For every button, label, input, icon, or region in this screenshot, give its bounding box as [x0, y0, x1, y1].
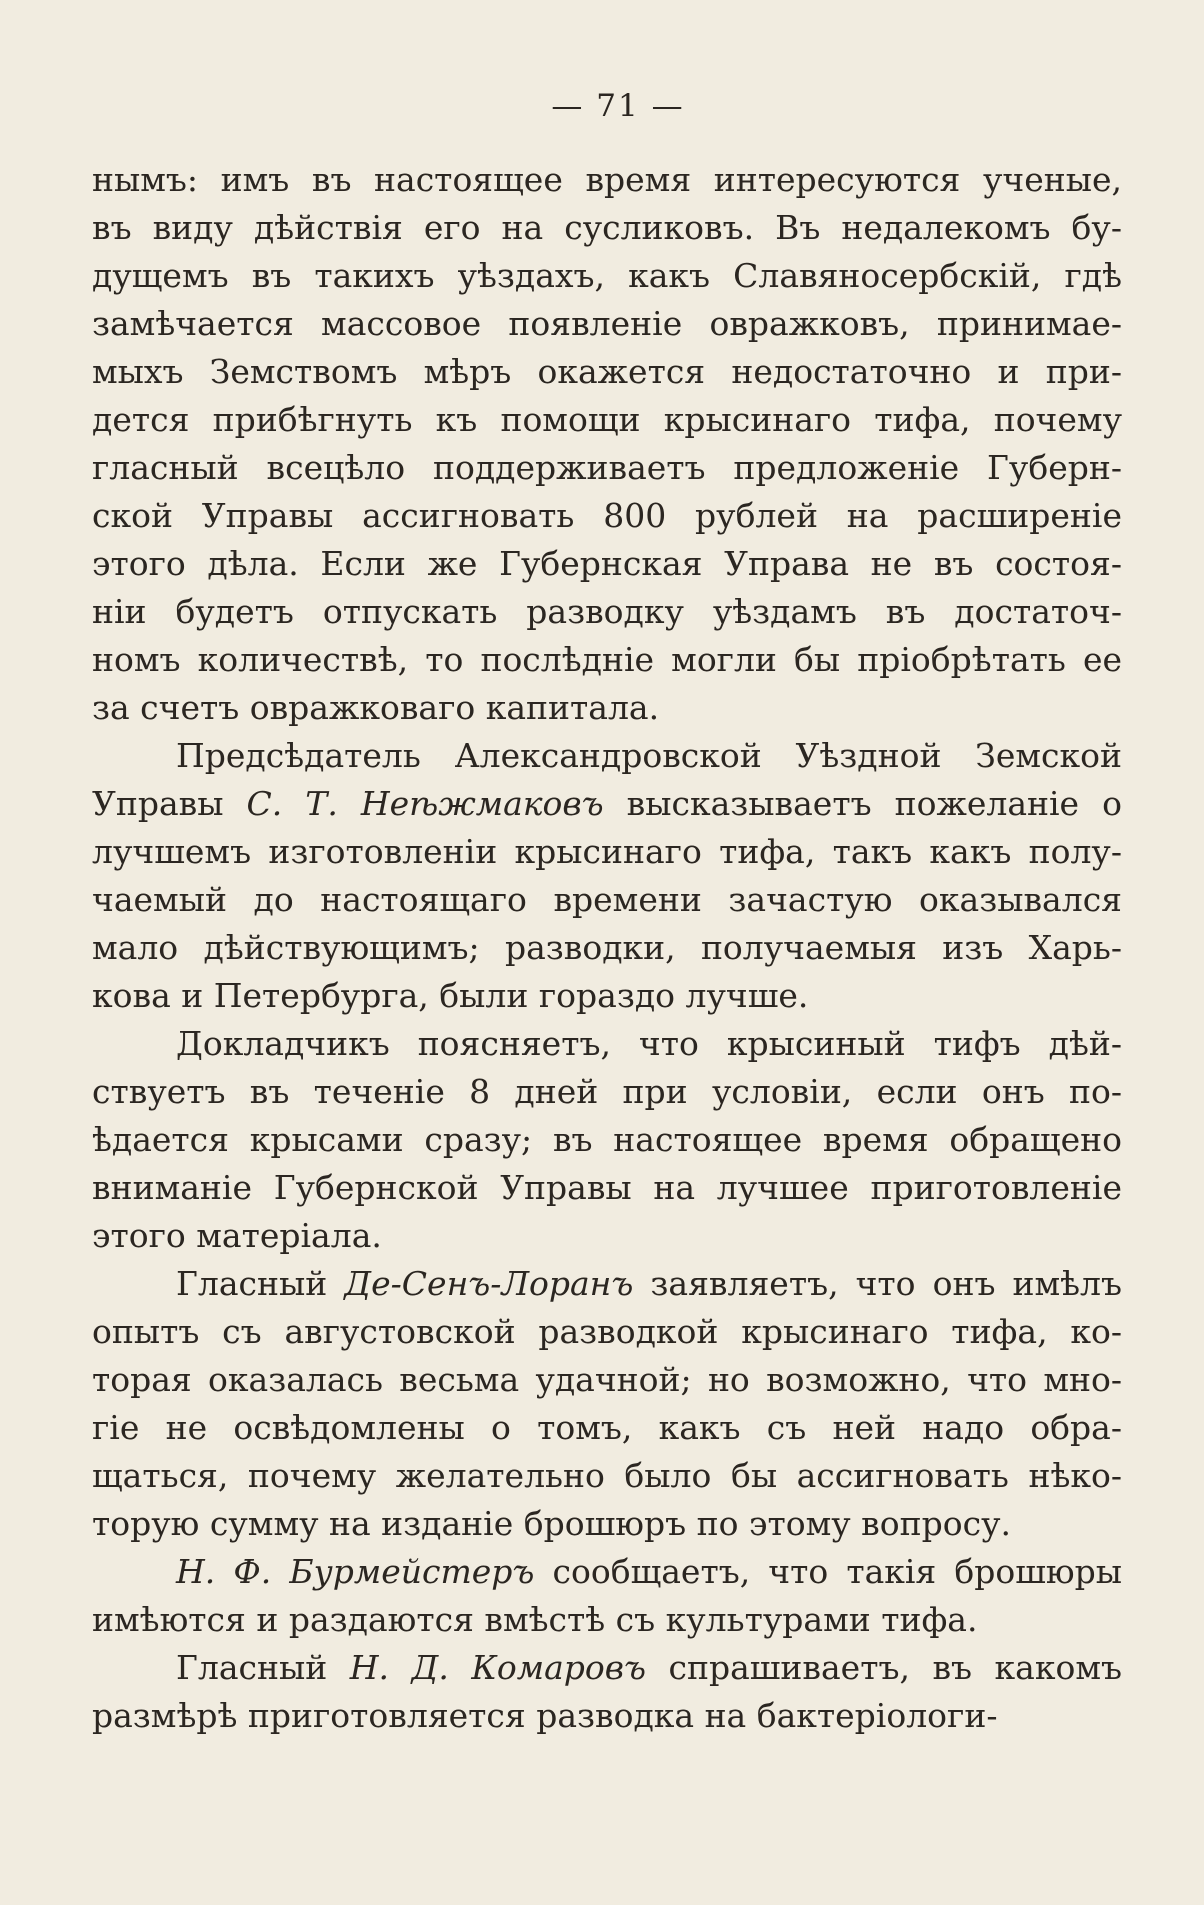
text-line: Докладчикъ поясняетъ, что крысиный тифъ дѣй-: [176, 1024, 1122, 1063]
text-line: за счетъ овражковаго капитала.: [92, 688, 660, 727]
text-line: замѣчается массовое появленіе овражковъ, принимае-: [92, 304, 1122, 343]
text-line: Предсѣдатель Александровской Уѣздной Земской: [176, 736, 1122, 775]
text-line: ѣдается крысами сразу; въ настоящее время обращено: [92, 1120, 1122, 1159]
text-line: имѣются и раздаются вмѣстѣ съ культурами тифа.: [92, 1600, 978, 1639]
text-line: въ виду дѣйствія его на сусликовъ. Въ недалекомъ бу-: [92, 208, 1122, 247]
text-line: мало дѣйствующимъ; разводки, получаемыя изъ Харь-: [92, 928, 1122, 967]
text-line: щаться, почему желательно было бы ассигновать нѣко-: [92, 1456, 1122, 1495]
text-line: этого матеріала.: [92, 1216, 382, 1255]
text-line: вниманіе Губернской Управы на лучшее приготовленіе: [92, 1168, 1122, 1207]
page-number: — 71 —: [551, 88, 685, 124]
text-line: лучшемъ изготовленіи крысинаго тифа, такъ какъ полу-: [92, 832, 1122, 871]
text-line: Гласный Де-Сенъ-Лоранъ заявляетъ, что онъ имѣлъ: [176, 1264, 1123, 1303]
text-line: дущемъ въ такихъ уѣздахъ, какъ Славяносербскій, гдѣ: [92, 256, 1122, 295]
text-line: ской Управы ассигновать 800 рублей на расширеніе: [92, 496, 1122, 535]
text-line: ствуетъ въ теченіе 8 дней при условіи, если онъ по-: [92, 1072, 1122, 1111]
text-line: торая оказалась весьма удачной; но возможно, что мно-: [92, 1360, 1122, 1399]
speaker-name: Н. Д. Комаровъ: [349, 1648, 646, 1687]
text-line: торую сумму на изданіе брошюръ по этому вопросу.: [92, 1504, 1011, 1543]
text-line: Н. Ф. Бурмейстеръ сообщаетъ, что такія брошюры: [176, 1552, 1122, 1591]
text-line: гласный всецѣло поддерживаетъ предложеніе Губерн-: [92, 448, 1122, 487]
text-line: номъ количествѣ, то послѣдніе могли бы пріобрѣтать ее: [92, 640, 1122, 679]
speaker-name: Де-Сенъ-Лоранъ: [344, 1264, 634, 1303]
body-text: [92, 156, 1122, 1740]
text-line: Управы С. Т. Неѣжмаковъ высказываетъ пожеланіе о: [92, 784, 1122, 823]
text-line: размѣрѣ приготовляется разводка на бактеріологи-: [92, 1696, 998, 1735]
text-line: опытъ съ августовской разводкой крысинаго тифа, ко-: [92, 1312, 1122, 1351]
text-line: кова и Петербурга, были гораздо лучше.: [92, 976, 809, 1015]
text-line: мыхъ Земствомъ мѣръ окажется недостаточно и при-: [92, 352, 1122, 391]
text-line: ніи будетъ отпускать разводку уѣздамъ въ достаточ-: [92, 592, 1122, 631]
speaker-name: С. Т. Неѣжмаковъ: [246, 784, 604, 823]
text-line: Гласный Н. Д. Комаровъ спрашиваетъ, въ какомъ: [176, 1648, 1122, 1687]
text-line: чаемый до настоящаго времени зачастую оказывался: [92, 880, 1122, 919]
speaker-name: Н. Ф. Бурмейстеръ: [176, 1552, 535, 1591]
text-line: гіе не освѣдомлены о томъ, какъ съ ней надо обра-: [92, 1408, 1122, 1447]
text-line: дется прибѣгнуть къ помощи крысинаго тифа, почему: [92, 400, 1122, 439]
text-line: нымъ: имъ въ настоящее время интересуются ученые,: [92, 160, 1122, 199]
text-line: этого дѣла. Если же Губернская Управа не въ состоя-: [92, 544, 1122, 583]
